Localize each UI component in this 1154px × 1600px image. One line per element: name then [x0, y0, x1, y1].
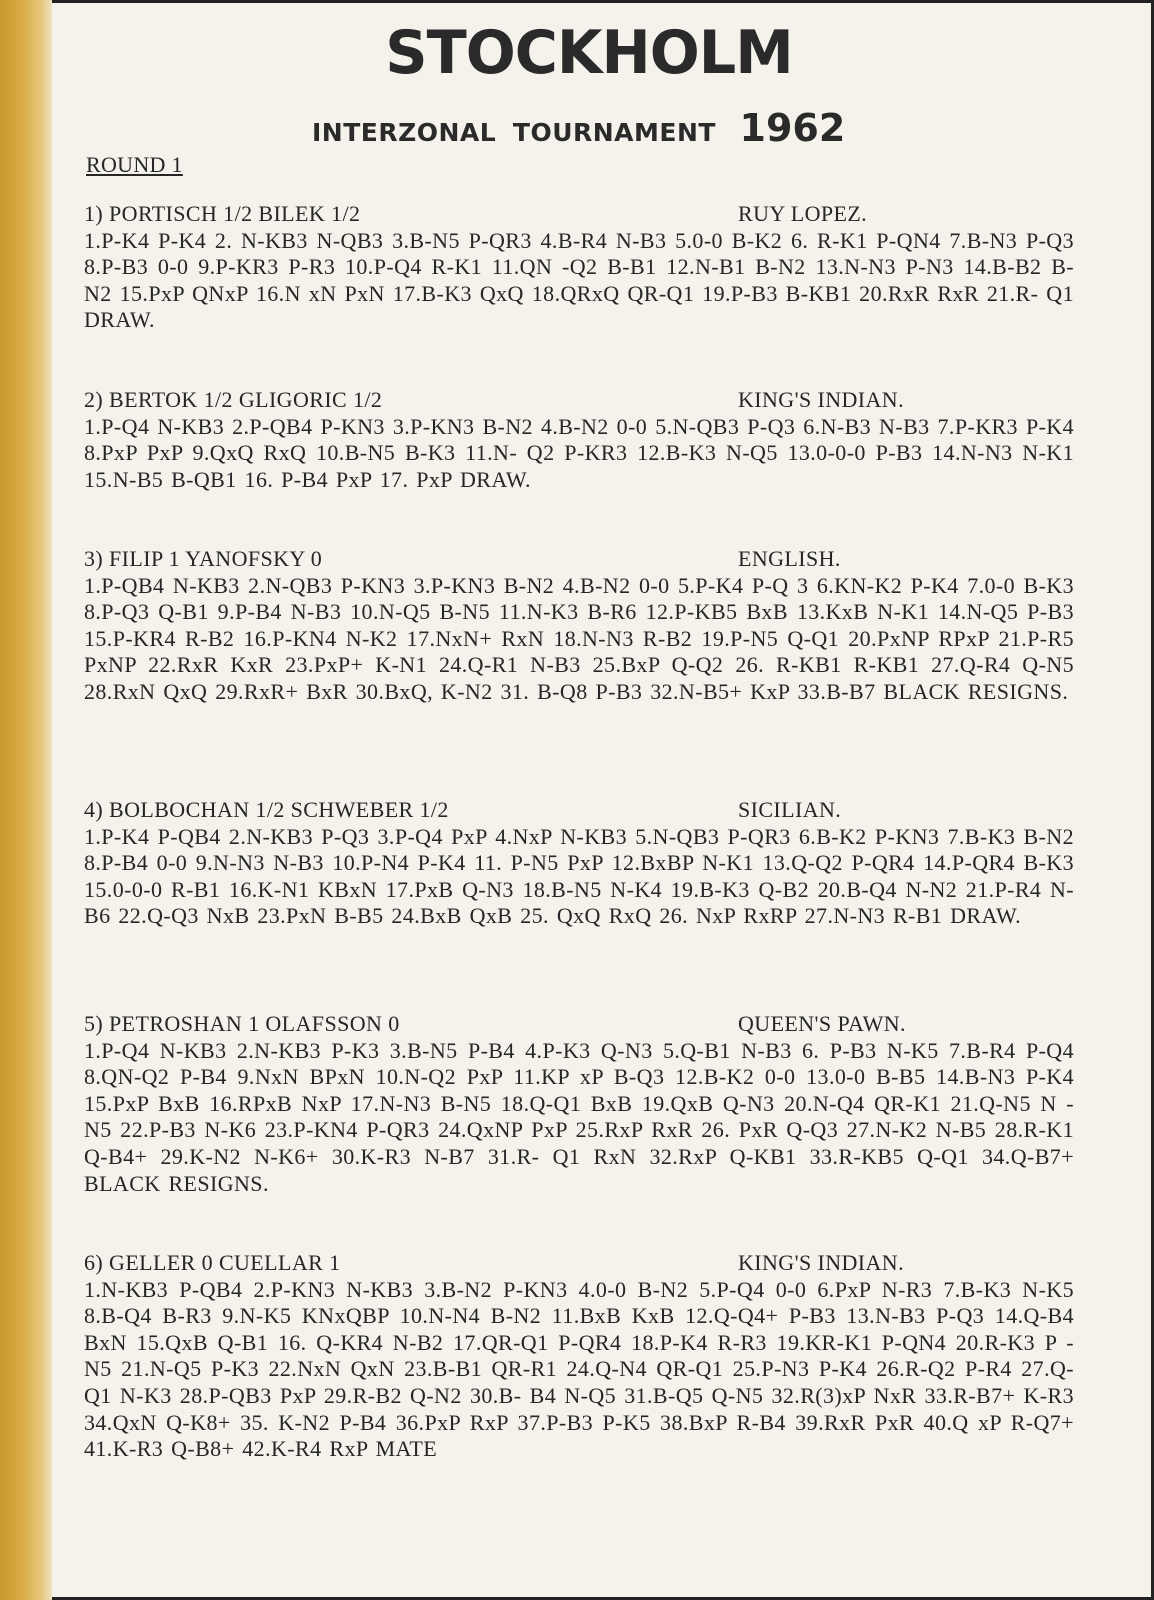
game-header: [84, 797, 1074, 824]
page-subtitle: [312, 108, 1012, 156]
game-moves: 1.P-QB4 N-KB3 2.N-QB3 P-KN3 3.P-KN3 B-N2 4.B-N2 0-0 5.P-K4 P-Q 3 6.KN-K2 P-K4 7.0-0 B-K3 8.P-Q3 Q-B1 9.P-B4 N-B3 10.N-Q5 B-N5 11.N-K3 B-R6 12.P-KB5 BxB 13.KxB N-K1 14.N-Q5 P-B3 15.P-KR4 R-B2 16.P-KN4 N-K2 17.NxN+ RxN 18.N-N3 R-B2 19.P-N5 Q-Q1 20.PxNP RPxP 21.P-R5 PxNP 22.RxR KxR 23.PxP+ K-N1 24.Q-R1 N-B3 25.BxP Q-Q2 26. R-KB1 R-KB1 27.Q-R4 Q-N5 28.RxN QxQ 29.RxR+ BxR 30.BxQ, K-N2 31. B-Q8 P-B3 32.N-B5+ KxP 33.B-B7 BLACK RESIGNS.: [84, 572, 1074, 704]
game-6: [84, 1250, 1074, 1463]
game-3: [84, 546, 1074, 706]
subtitle-word-interzonal: INTERZONAL: [312, 118, 497, 147]
game-players: 1) PORTISCH 1/2 BILEK 1/2: [84, 201, 361, 226]
game-header: [84, 546, 1074, 573]
book-spine: [0, 0, 52, 1600]
game-1: [84, 201, 1074, 334]
game-players: 4) BOLBOCHAN 1/2 SCHWEBER 1/2: [84, 797, 449, 822]
game-4: [84, 797, 1074, 930]
game-header: [84, 1250, 1074, 1277]
game-opening: SICILIAN.: [738, 797, 842, 822]
game-moves: 1.P-K4 P-QB4 2.N-KB3 P-Q3 3.P-Q4 PxP 4.NxP N-KB3 5.N-QB3 P-QR3 6.B-K2 P-KN3 7.B-K3 B-N2 8.P-B4 0-0 9.N-N3 N-B3 10.P-N4 P-K4 11. P-N5 PxP 12.BxBP N-K1 13.Q-Q2 P-QR4 14.P-QR4 B-K3 15.0-0-0 R-B1 16.K-N1 KBxN 17.PxB Q-N3 18.B-N5 N-K4 19.B-K3 Q-B2 20.B-Q4 N-N2 21.P-R4 N-B6 22.Q-Q3 NxB 23.PxN B-B5 24.BxB QxB 25. QxQ RxQ 26. NxP RxRP 27.N-N3 R-B1 DRAW.: [84, 823, 1074, 929]
game-opening: KING'S INDIAN.: [738, 387, 904, 412]
game-opening: ENGLISH.: [738, 546, 841, 571]
game-players: 3) FILIP 1 YANOFSKY 0: [84, 546, 323, 571]
game-moves: 1.P-K4 P-K4 2. N-KB3 N-QB3 3.B-N5 P-QR3 4.B-R4 N-B3 5.0-0 B-K2 6. R-K1 P-QN4 7.B-N3 P-Q3 8.P-B3 0-0 9.P-KR3 P-R3 10.P-Q4 R-K1 11.QN -Q2 B-B1 12.N-B1 B-N2 13.N-N3 P-N3 14.B-B2 B-N2 15.PxP QNxP 16.N xN PxN 17.B-K3 QxQ 18.QRxQ QR-Q1 19.P-B3 B-KB1 20.RxR RxR 21.R- Q1 DRAW.: [84, 227, 1074, 333]
game-moves: 1.N-KB3 P-QB4 2.P-KN3 N-KB3 3.B-N2 P-KN3 4.0-0 B-N2 5.P-Q4 0-0 6.PxP N-R3 7.B-K3 N-K5 8.B-Q4 B-R3 9.N-K5 KNxQBP 10.N-N4 B-N2 11.BxB KxB 12.Q-Q4+ P-B3 13.N-B3 P-Q3 14.Q-B4 BxN 15.QxB Q-B1 16. Q-KR4 N-B2 17.QR-Q1 P-QR4 18.P-K4 R-R3 19.KR-K1 P-QN4 20.R-K3 P -N5 21.N-Q5 P-K3 22.NxN QxN 23.B-B1 QR-R1 24.Q-N4 QR-Q1 25.P-N3 P-K4 26.R-Q2 P-R4 27.Q-Q1 N-K3 28.P-QB3 PxP 29.R-B2 Q-N2 30.B- B4 N-Q5 31.B-Q5 Q-N5 32.R(3)xP NxR 33.R-B7+ K-R3 34.QxN Q-K8+ 35. K-N2 P-B4 36.PxP RxP 37.P-B3 P-K5 38.BxP R-B4 39.RxR PxR 40.Q xP R-Q7+ 41.K-R3 Q-B8+ 42.K-R4 RxP MATE: [84, 1276, 1074, 1462]
game-moves: 1.P-Q4 N-KB3 2.N-KB3 P-K3 3.B-N5 P-B4 4.P-K3 Q-N3 5.Q-B1 N-B3 6. P-B3 N-K5 7.B-R4 P-Q4 8.QN-Q2 P-B4 9.NxN BPxN 10.N-Q2 PxP 11.KP xP B-Q3 12.B-K2 0-0 13.0-0 B-B5 14.B-N3 P-K4 15.PxP BxB 16.RPxB NxP 17.N-N3 B-N5 18.Q-Q1 BxB 19.QxB Q-N3 20.N-Q4 QR-K1 21.Q-N5 N -N5 22.P-B3 N-K6 23.P-KN4 P-QR3 24.QxNP PxP 25.RxP RxR 26. PxR Q-Q3 27.N-K2 N-B5 28.R-K1 Q-B4+ 29.K-N2 N-K6+ 30.K-R3 N-B7 31.R- Q1 RxN 32.RxP Q-KB1 33.R-KB5 Q-Q1 34.Q-B7+ BLACK RESIGNS.: [84, 1037, 1074, 1196]
game-header: [84, 1011, 1074, 1038]
game-opening: QUEEN'S PAWN.: [738, 1011, 906, 1036]
game-opening: RUY LOPEZ.: [738, 201, 868, 226]
round-heading: ROUND 1: [86, 152, 183, 177]
subtitle-word-tournament: TOURNAMENT: [512, 118, 716, 147]
game-players: 5) PETROSHAN 1 OLAFSSON 0: [84, 1011, 400, 1036]
game-2: [84, 387, 1074, 493]
game-players: 6) GELLER 0 CUELLAR 1: [84, 1250, 341, 1275]
game-header: [84, 387, 1074, 414]
subtitle-year: 1962: [739, 106, 846, 150]
game-5: [84, 1011, 1074, 1197]
game-opening: KING'S INDIAN.: [738, 1250, 904, 1275]
document-page: [84, 0, 1074, 1600]
game-moves: 1.P-Q4 N-KB3 2.P-QB4 P-KN3 3.P-KN3 B-N2 4.B-N2 0-0 5.N-QB3 P-Q3 6.N-B3 N-B3 7.P-KR3 P-K4 8.PxP PxP 9.QxQ RxQ 10.B-N5 B-K3 11.N- Q2 P-KR3 12.B-K3 N-Q5 13.0-0-0 P-B3 14.N-N3 N-K1 15.N-B5 B-QB1 16. P-B4 PxP 17. PxP DRAW.: [84, 413, 1074, 492]
game-players: 2) BERTOK 1/2 GLIGORIC 1/2: [84, 387, 383, 412]
page-title: STOCKHOLM: [385, 18, 793, 88]
game-header: [84, 201, 1074, 228]
